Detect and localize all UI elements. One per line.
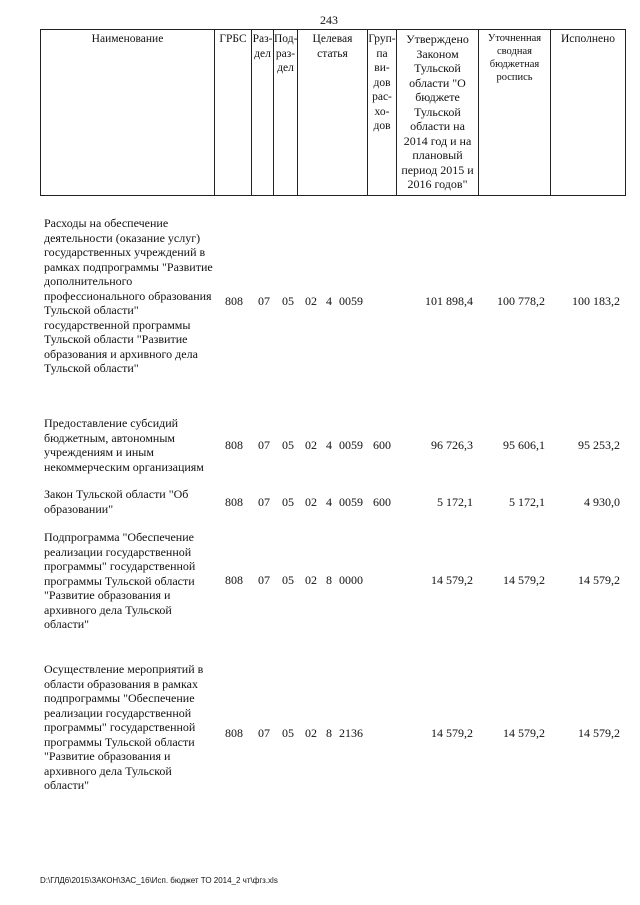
- row-podrazdel: 05: [282, 438, 294, 452]
- row-podrazdel: 05: [282, 726, 294, 740]
- row-cs-direction: 0000: [339, 573, 363, 587]
- row-name: Предоставление субсидий бюджетным, автономным учреждениям и иным некоммерческим организациям: [44, 416, 204, 474]
- row-cs-program: 02: [305, 726, 317, 740]
- page-number: 243: [320, 13, 338, 27]
- row-name: Закон Тульской области "Об образовании": [44, 487, 189, 516]
- row-grbs: 808: [225, 294, 243, 308]
- row-name: Подпрограмма "Обеспечение реализации государственной программы" государственной программы Тульской области "Развитие образования и архивного дела Тульской области": [44, 530, 196, 631]
- row-cs-program: 02: [305, 294, 317, 308]
- row-cs-direction: 0059: [339, 294, 363, 308]
- row-razdel: 07: [258, 294, 270, 308]
- row-cs-subprogram: 4: [326, 495, 332, 509]
- row-utverzhdeno: 14 579,2: [431, 573, 473, 587]
- row-ispolneno: 95 253,2: [578, 438, 620, 452]
- row-utochnennaya: 100 778,2: [497, 294, 545, 308]
- row-cs-program: 02: [305, 438, 317, 452]
- header-gruppa: Груп- па ви- дов рас- хо- дов: [368, 30, 397, 196]
- row-utverzhdeno: 14 579,2: [431, 726, 473, 740]
- file-path-footer: D:\ГЛД6\2015\ЗАКОН\ЗАС_16\Исп. бюджет ТО 2014_2 чт\фгз.xls: [40, 876, 278, 885]
- header-utverzhdeno: Утверждено Законом Тульской области "О бюджете Тульской области на 2014 год и на плановый период 2015 и 2016 годов": [397, 30, 479, 196]
- header-celevaya: Целевая статья: [298, 30, 368, 196]
- header-grbs: ГРБС: [215, 30, 252, 196]
- header-name: Наименование: [41, 30, 215, 196]
- row-ispolneno: 14 579,2: [578, 573, 620, 587]
- header-ispolneno: Исполнено: [551, 30, 626, 196]
- row-name: Осуществление мероприятий в области образования в рамках подпрограммы "Обеспечение реализации государственной программы" государственной программы Тульской области "Развитие образования и архивного дела Тульской области": [44, 662, 204, 792]
- row-razdel: 07: [258, 495, 270, 509]
- row-cs-program: 02: [305, 573, 317, 587]
- table-header: [40, 29, 626, 196]
- row-vid-rashodov: 600: [373, 438, 391, 452]
- row-vid-rashodov: 600: [373, 495, 391, 509]
- row-utverzhdeno: 96 726,3: [431, 438, 473, 452]
- row-cs-subprogram: 4: [326, 438, 332, 452]
- row-utochnennaya: 95 606,1: [503, 438, 545, 452]
- row-podrazdel: 05: [282, 573, 294, 587]
- row-cs-subprogram: 8: [326, 726, 332, 740]
- row-razdel: 07: [258, 726, 270, 740]
- row-utverzhdeno: 101 898,4: [425, 294, 473, 308]
- row-utverzhdeno: 5 172,1: [437, 495, 473, 509]
- row-cs-program: 02: [305, 495, 317, 509]
- row-razdel: 07: [258, 573, 270, 587]
- row-grbs: 808: [225, 573, 243, 587]
- row-grbs: 808: [225, 495, 243, 509]
- row-cs-direction: 0059: [339, 495, 363, 509]
- row-grbs: 808: [225, 438, 243, 452]
- row-ispolneno: 14 579,2: [578, 726, 620, 740]
- row-podrazdel: 05: [282, 495, 294, 509]
- header-utochnennaya: Уточненная сводная бюджетная роспись: [479, 30, 551, 196]
- row-utochnennaya: 5 172,1: [509, 495, 545, 509]
- header-podrazdel: Под- раз- дел: [274, 30, 298, 196]
- row-grbs: 808: [225, 726, 243, 740]
- row-ispolneno: 100 183,2: [572, 294, 620, 308]
- row-cs-subprogram: 8: [326, 573, 332, 587]
- row-name: Расходы на обеспечение деятельности (оказание услуг) государственных учреждений в рамках подпрограммы "Развитие дополнительного профессионального образования Тульской области" государственной программы Тульской области "Развитие образования и архивного дела Тульской области": [44, 216, 213, 375]
- row-podrazdel: 05: [282, 294, 294, 308]
- row-cs-direction: 0059: [339, 438, 363, 452]
- row-cs-subprogram: 4: [326, 294, 332, 308]
- row-utochnennaya: 14 579,2: [503, 573, 545, 587]
- row-razdel: 07: [258, 438, 270, 452]
- header-razdel: Раз- дел: [252, 30, 274, 196]
- row-ispolneno: 4 930,0: [584, 495, 620, 509]
- row-cs-direction: 2136: [339, 726, 363, 740]
- row-utochnennaya: 14 579,2: [503, 726, 545, 740]
